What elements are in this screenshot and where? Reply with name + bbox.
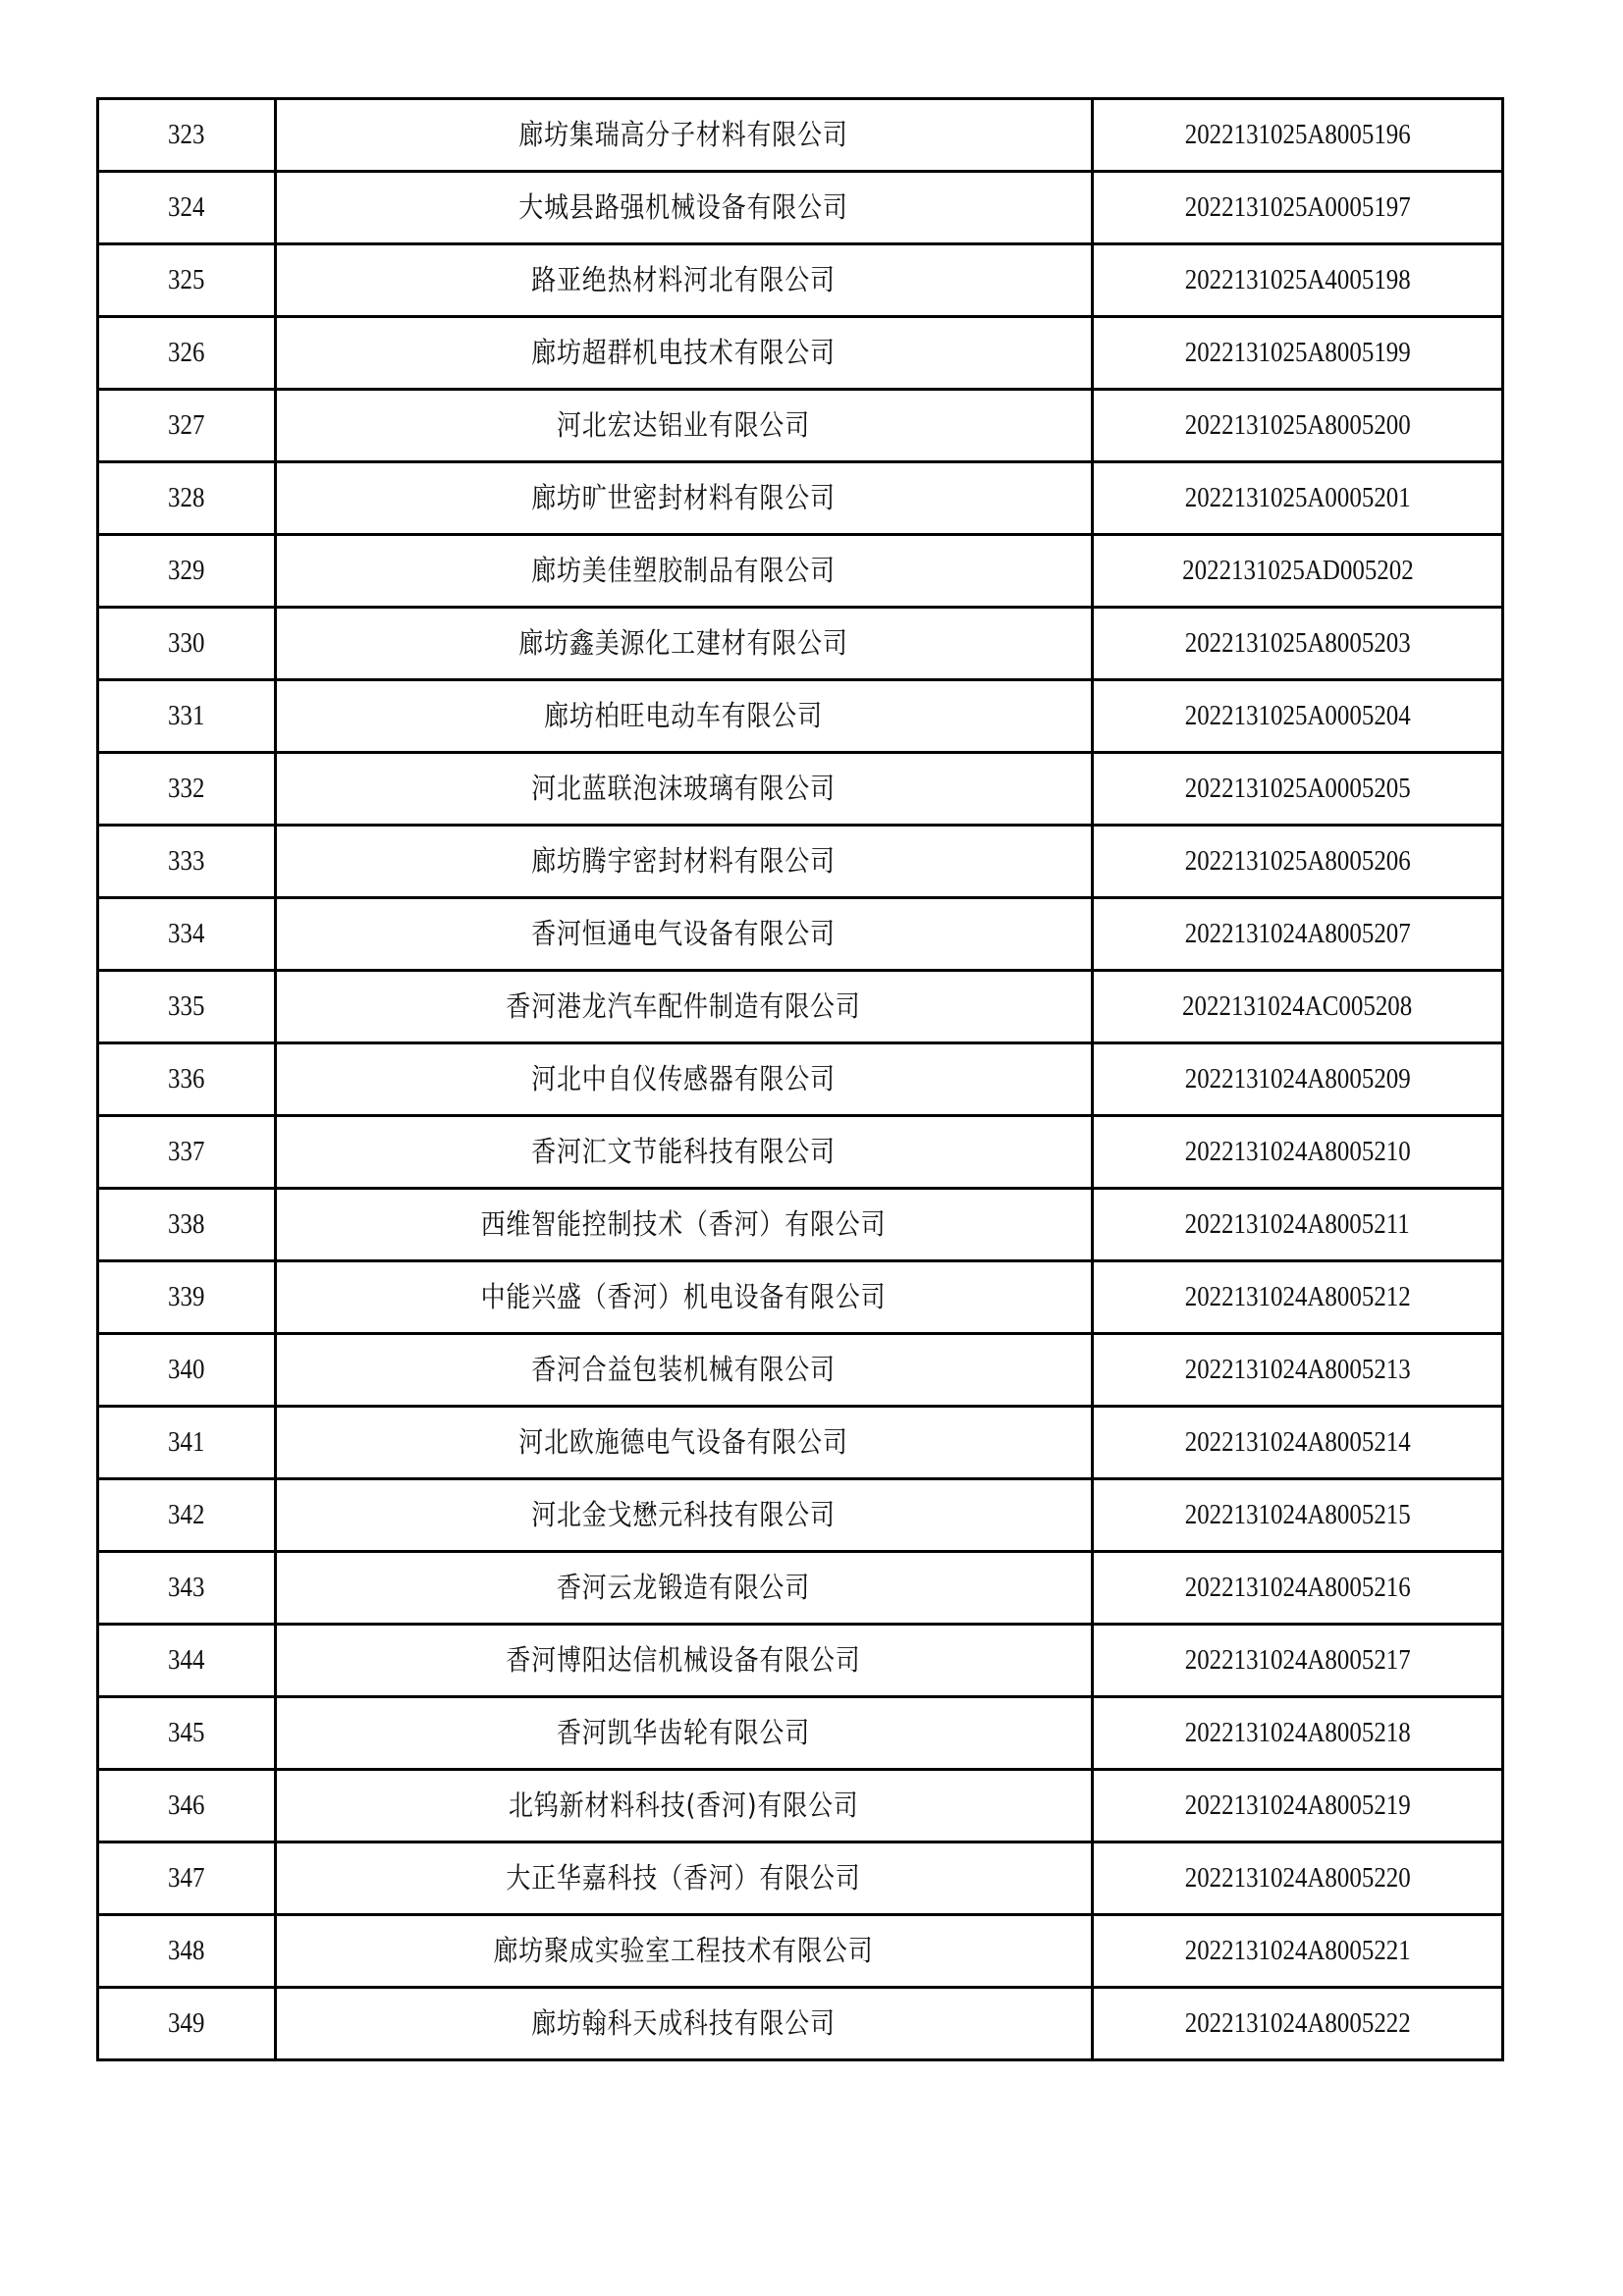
registration-code: 2022131024A8005214 [1184,1426,1411,1458]
table-row [98,1625,1503,1697]
registration-code: 2022131024A8005220 [1184,1862,1411,1894]
row-index: 330 [168,627,205,659]
registration-code: 2022131024A8005211 [1184,1208,1411,1240]
company-name: 香河云龙锻造有限公司 [557,1571,811,1604]
row-index-cell [98,971,276,1043]
registration-code-cell [1093,390,1503,462]
registration-code-cell [1093,1479,1503,1552]
table-row [98,826,1503,898]
row-index: 345 [168,1717,205,1748]
registration-code: 2022131025A0005204 [1184,700,1411,731]
company-name-cell [276,753,1093,826]
row-index-cell [98,99,276,172]
registration-code: 2022131025A8005206 [1184,845,1411,877]
row-index-cell [98,1915,276,1988]
table-row [98,172,1503,244]
registration-code: 2022131024A8005222 [1184,2007,1411,2039]
table-row [98,1915,1503,1988]
registration-code: 2022131024A8005209 [1184,1063,1411,1095]
registration-code-cell [1093,1116,1503,1189]
row-index-cell [98,1697,276,1770]
registration-code: 2022131024A8005218 [1184,1717,1411,1748]
company-name: 河北金戈懋元科技有限公司 [531,1498,837,1531]
registration-code-cell [1093,971,1503,1043]
registration-code: 2022131025A0005205 [1184,773,1411,804]
registration-code: 2022131025A0005201 [1184,482,1411,513]
registration-code-cell [1093,1261,1503,1334]
row-index-cell [98,1261,276,1334]
company-name: 廊坊腾宇密封材料有限公司 [531,844,837,878]
row-index-cell [98,317,276,390]
table-row [98,1407,1503,1479]
registration-code: 2022131024AC005208 [1182,990,1413,1022]
registration-code-cell [1093,1334,1503,1407]
row-index: 349 [168,2007,205,2039]
registration-code-cell [1093,1697,1503,1770]
table-row [98,1770,1503,1842]
company-name-cell [276,1552,1093,1625]
company-name: 廊坊超群机电技术有限公司 [531,336,837,369]
table-row [98,1842,1503,1915]
company-name-cell [276,1770,1093,1842]
registration-code: 2022131025A8005199 [1184,337,1411,368]
row-index: 331 [168,700,205,731]
row-index: 348 [168,1935,205,1966]
registration-code: 2022131025A8005196 [1184,119,1411,150]
company-name: 香河凯华齿轮有限公司 [557,1716,811,1749]
company-name-cell [276,1915,1093,1988]
company-name-cell [276,390,1093,462]
company-name-cell [276,244,1093,317]
company-name: 河北宏达铝业有限公司 [557,408,811,442]
company-name: 河北欧施德电气设备有限公司 [518,1425,849,1459]
row-index: 335 [168,990,205,1022]
company-name: 大城县路强机械设备有限公司 [518,190,849,224]
company-name-cell [276,1334,1093,1407]
row-index-cell [98,1116,276,1189]
registration-code: 2022131024A8005219 [1184,1789,1411,1821]
registration-code: 2022131025A0005197 [1184,191,1411,223]
company-name-cell [276,1261,1093,1334]
row-index: 324 [168,191,205,223]
company-name: 河北蓝联泡沫玻璃有限公司 [531,772,837,805]
registration-code: 2022131024A8005210 [1184,1136,1411,1167]
company-name-cell [276,462,1093,535]
table-row [98,1479,1503,1552]
company-name-cell [276,971,1093,1043]
registration-code-cell [1093,462,1503,535]
registration-code: 2022131024A8005212 [1184,1281,1411,1312]
row-index: 327 [168,409,205,441]
registration-code: 2022131024A8005217 [1184,1644,1411,1676]
company-name: 廊坊集瑞高分子材料有限公司 [518,118,849,151]
table-row [98,1261,1503,1334]
company-name: 路亚绝热材料河北有限公司 [531,263,837,296]
row-index: 336 [168,1063,205,1095]
registration-code: 2022131024A8005216 [1184,1572,1411,1603]
row-index-cell [98,680,276,753]
table-row [98,535,1503,608]
row-index: 341 [168,1426,205,1458]
registration-code-cell [1093,1625,1503,1697]
row-index: 328 [168,482,205,513]
registration-code-cell [1093,99,1503,172]
row-index: 339 [168,1281,205,1312]
registration-code-cell [1093,317,1503,390]
row-index-cell [98,753,276,826]
company-name: 廊坊美佳塑胶制品有限公司 [531,554,837,587]
table-row [98,1988,1503,2060]
company-name-cell [276,1043,1093,1116]
table-row [98,1043,1503,1116]
row-index: 323 [168,119,205,150]
company-name: 香河恒通电气设备有限公司 [531,917,837,950]
company-name-cell [276,1479,1093,1552]
company-name: 香河合益包装机械有限公司 [531,1353,837,1386]
table-row [98,462,1503,535]
company-name-cell [276,1116,1093,1189]
company-name: 香河汇文节能科技有限公司 [531,1135,837,1168]
row-index: 338 [168,1208,205,1240]
company-name-cell [276,317,1093,390]
table-row [98,390,1503,462]
company-name: 香河港龙汽车配件制造有限公司 [506,989,862,1023]
registration-code: 2022131024A8005221 [1184,1935,1411,1966]
registration-code: 2022131024A8005213 [1184,1354,1411,1385]
row-index: 333 [168,845,205,877]
row-index-cell [98,1043,276,1116]
row-index-cell [98,826,276,898]
row-index: 325 [168,264,205,295]
row-index-cell [98,1625,276,1697]
row-index: 346 [168,1789,205,1821]
company-name: 廊坊柏旺电动车有限公司 [544,699,824,732]
table-row [98,1334,1503,1407]
registration-code-cell [1093,535,1503,608]
table-row [98,1116,1503,1189]
company-name: 廊坊翰科天成科技有限公司 [531,2006,837,2040]
table-row [98,99,1503,172]
row-index-cell [98,1407,276,1479]
company-name-cell [276,680,1093,753]
company-name-cell [276,99,1093,172]
registration-code-cell [1093,608,1503,680]
registration-code-cell [1093,898,1503,971]
row-index-cell [98,1479,276,1552]
company-name-cell [276,535,1093,608]
row-index: 337 [168,1136,205,1167]
table-row [98,1552,1503,1625]
row-index-cell [98,1552,276,1625]
company-name-cell [276,826,1093,898]
row-index-cell [98,608,276,680]
table-row [98,971,1503,1043]
company-name: 北钨新材料科技(香河)有限公司 [509,1789,859,1822]
company-name: 廊坊鑫美源化工建材有限公司 [518,626,849,660]
registration-code-cell [1093,826,1503,898]
registration-code-cell [1093,1552,1503,1625]
row-index-cell [98,172,276,244]
company-name: 中能兴盛（香河）机电设备有限公司 [481,1280,887,1313]
company-name: 西维智能控制技术（香河）有限公司 [481,1207,887,1241]
registration-code-cell [1093,172,1503,244]
registration-code: 2022131025A8005200 [1184,409,1411,441]
table-row [98,898,1503,971]
registration-code-cell [1093,1043,1503,1116]
registration-code: 2022131025A4005198 [1184,264,1411,295]
company-name-cell [276,898,1093,971]
company-list-table [96,97,1504,2061]
registration-code-cell [1093,680,1503,753]
row-index-cell [98,462,276,535]
row-index-cell [98,1189,276,1261]
row-index: 340 [168,1354,205,1385]
row-index-cell [98,1770,276,1842]
row-index-cell [98,898,276,971]
table-row [98,1189,1503,1261]
row-index: 343 [168,1572,205,1603]
table-body [98,99,1503,2060]
company-name: 廊坊旷世密封材料有限公司 [531,481,837,514]
row-index: 326 [168,337,205,368]
row-index: 332 [168,773,205,804]
company-name-cell [276,608,1093,680]
registration-code: 2022131024A8005215 [1184,1499,1411,1530]
table-row [98,317,1503,390]
company-name: 香河博阳达信机械设备有限公司 [506,1643,862,1677]
registration-code-cell [1093,1842,1503,1915]
registration-code-cell [1093,1407,1503,1479]
row-index: 334 [168,918,205,949]
registration-code: 2022131025A8005203 [1184,627,1411,659]
row-index-cell [98,1842,276,1915]
registration-code-cell [1093,753,1503,826]
table-row [98,753,1503,826]
table-row [98,1697,1503,1770]
registration-code: 2022131025AD005202 [1181,555,1414,586]
company-name-cell [276,1189,1093,1261]
table-row [98,244,1503,317]
company-name-cell [276,1625,1093,1697]
registration-code-cell [1093,1189,1503,1261]
company-name-cell [276,1407,1093,1479]
registration-code-cell [1093,1988,1503,2060]
company-name: 廊坊聚成实验室工程技术有限公司 [493,1934,874,1967]
row-index-cell [98,535,276,608]
table-row [98,680,1503,753]
row-index: 344 [168,1644,205,1676]
company-name-cell [276,1988,1093,2060]
row-index: 342 [168,1499,205,1530]
registration-code-cell [1093,1915,1503,1988]
registration-code: 2022131024A8005207 [1184,918,1411,949]
registration-code-cell [1093,244,1503,317]
row-index-cell [98,244,276,317]
row-index: 347 [168,1862,205,1894]
row-index-cell [98,1334,276,1407]
company-name-cell [276,1842,1093,1915]
row-index: 329 [168,555,205,586]
company-name: 大正华嘉科技（香河）有限公司 [506,1861,862,1895]
row-index-cell [98,390,276,462]
registration-code-cell [1093,1770,1503,1842]
company-name: 河北中自仪传感器有限公司 [531,1062,837,1095]
company-name-cell [276,172,1093,244]
company-name-cell [276,1697,1093,1770]
table-row [98,608,1503,680]
row-index-cell [98,1988,276,2060]
